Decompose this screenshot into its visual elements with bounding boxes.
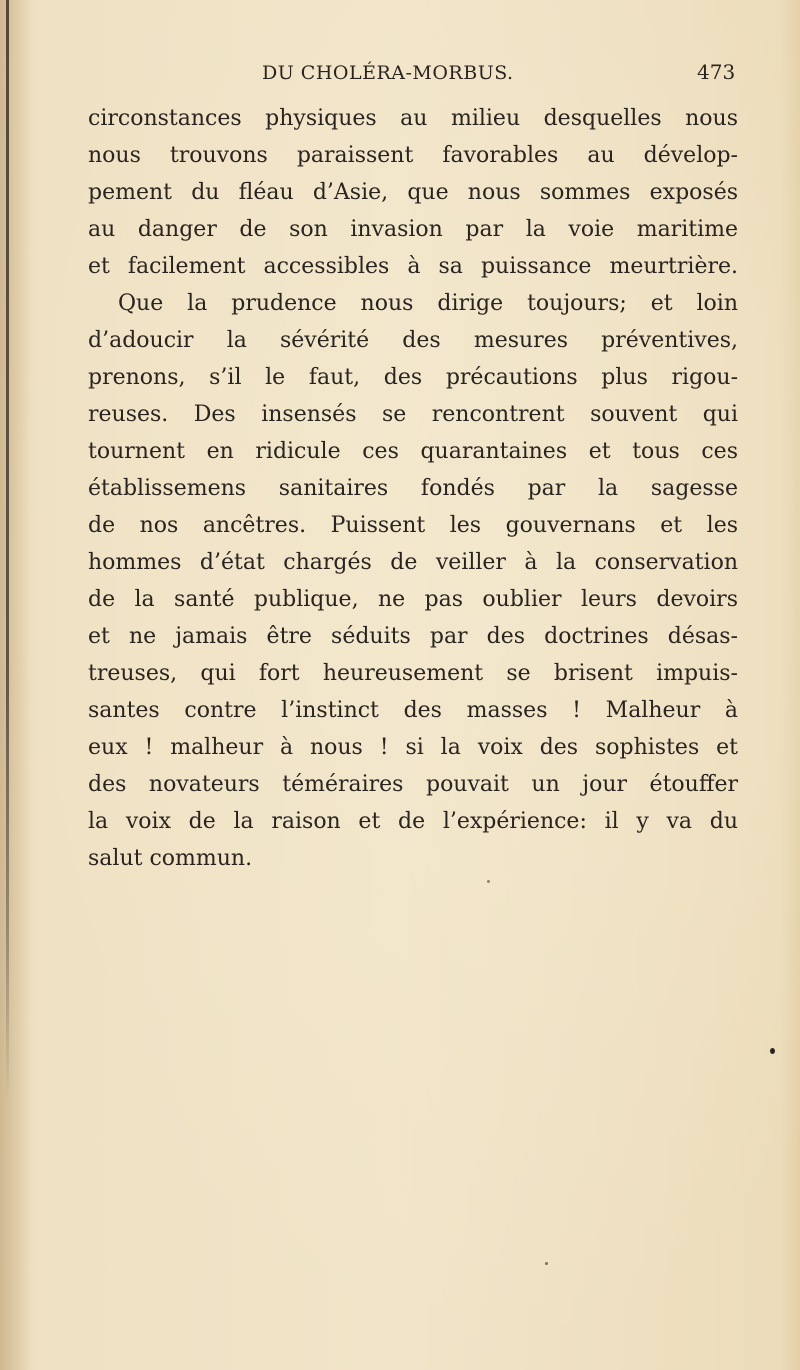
text-line: treuses, qui fort heureusement se brisent impuis- — [88, 661, 738, 686]
text-line: et facilement accessibles à sa puissance meurtrière. — [88, 254, 738, 279]
text-line: la voix de la raison et de l’expérience: il y va du — [88, 809, 738, 834]
text-line: tournent en ridicule ces quarantaines et tous ces — [88, 439, 738, 464]
text-line: circonstances physiques au milieu desquelles nous — [88, 106, 738, 131]
paper-speck — [487, 880, 490, 883]
text-line: d’adoucir la sévérité des mesures préventives, — [88, 328, 738, 353]
text-line: prenons, s’il le faut, des précautions plus rigou- — [88, 365, 738, 390]
page-number: 473 — [697, 60, 736, 84]
text-line: nous trouvons paraissent favorables au dévelop- — [88, 143, 738, 168]
binding-edge — [6, 0, 9, 1100]
text-line: eux ! malheur à nous ! si la voix des sophistes et — [88, 735, 738, 760]
text-line: Que la prudence nous dirige toujours; et loin — [118, 291, 738, 316]
text-line: santes contre l’instinct des masses ! Malheur à — [88, 698, 738, 723]
paper-speck — [770, 1048, 775, 1054]
text-line: reuses. Des insensés se rencontrent souvent qui — [88, 402, 738, 427]
paper-speck — [545, 1262, 548, 1265]
text-line: de nos ancêtres. Puissent les gouvernans et les — [88, 513, 738, 538]
text-line: salut commun. — [88, 846, 253, 871]
text-line: des novateurs téméraires pouvait un jour étouffer — [88, 772, 738, 797]
gutter-shadow — [0, 0, 30, 1370]
text-line: au danger de son invasion par la voie maritime — [88, 217, 738, 242]
text-line: établissemens sanitaires fondés par la sagesse — [88, 476, 738, 501]
running-head: DU CHOLÉRA-MORBUS. — [262, 62, 514, 84]
text-line: hommes d’état chargés de veiller à la conservation — [88, 550, 738, 575]
text-line: pement du fléau d’Asie, que nous sommes exposés — [88, 180, 738, 205]
text-line: et ne jamais être séduits par des doctrines désas- — [88, 624, 738, 649]
body-text — [88, 100, 738, 877]
text-line: de la santé publique, ne pas oublier leurs devoirs — [88, 587, 738, 612]
